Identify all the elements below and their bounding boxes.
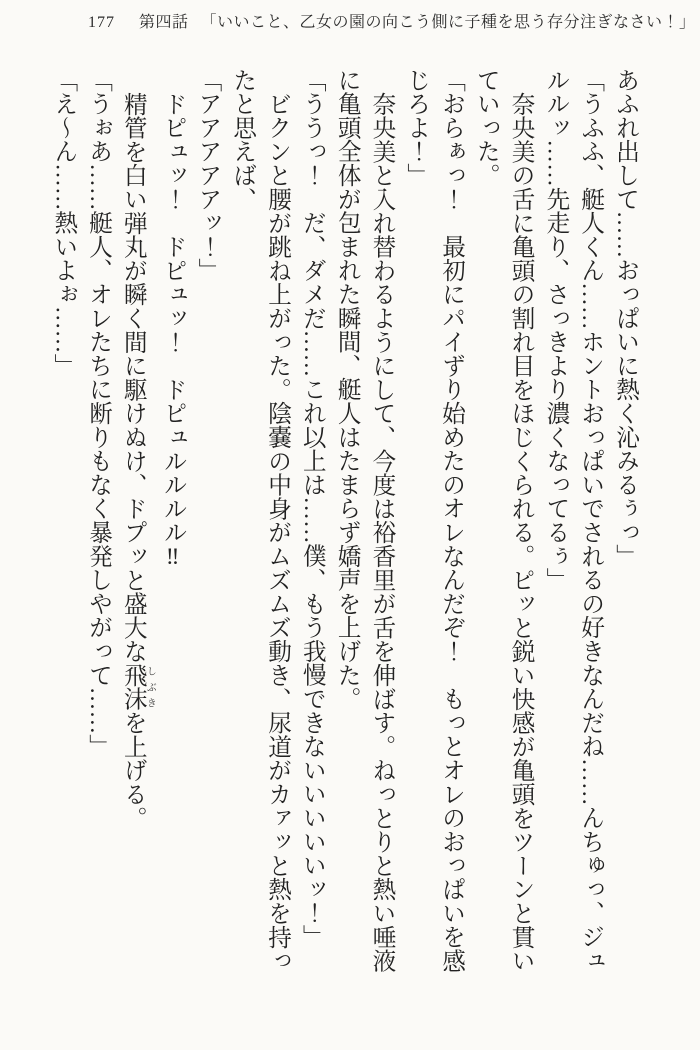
paragraph-2: 「うふふ、艇人くん……ホントおっぱいでされるの好きなんだね……んちゅっ、ジュルルッ……先走り、さっきより濃くなってるぅ」 (542, 68, 604, 973)
paragraph-8: 「アアアアアッ！」 (194, 68, 221, 283)
paragraph-1: あふれ出して……おっぱいに熱く沁みるぅっ」 (612, 68, 638, 568)
chapter-label: 第四話 (139, 14, 189, 31)
furigana-word (119, 663, 156, 711)
paragraph-4: 「おらぁっ！ 最初にパイずり始めたのオレなんだぞ！ もっとオレのおっぱいを感じろよ！」 (403, 68, 465, 973)
paragraph-12: 「え〜ん……熱いよぉ……」 (50, 68, 77, 378)
paragraph-6: 「ううっ！ だ、ダメだ……これ以上は……僕、もう我慢できないいいいいッ！」 (298, 68, 325, 949)
novel-body-text (45, 68, 642, 974)
chapter-title: 「いいこと、乙女の園の向こう側に子種を思う存分注ぎなさい！」 (200, 14, 696, 31)
paragraph-3: 奈央美の舌に亀頭の割れ目をほじくられる。ピッと鋭い快感が亀頭をツーンと貫いていった。 (472, 68, 534, 973)
paragraph-5: 奈央美と入れ替わるようにして、今度は裕香里が舌を伸ばす。ねっとりと熱い唾液に亀頭全体が包まれた瞬間、艇人はたまらず嬌声を上げた。 (333, 68, 395, 973)
paragraph-11: 「うぉあ……艇人、オレたちに断りもなく暴発しやがって……」 (85, 68, 112, 759)
paragraph-7: ビクンと腰が跳ね上がった。陰嚢の中身がムズムズ動き、尿道がカァッと熱を持ったと思えば、 (229, 68, 291, 973)
paragraph-10 (115, 68, 155, 974)
furigana-reading: しぶき (144, 663, 156, 711)
paragraph-9: ドピュッ！ ドピュッ！ ドピュルルルル‼ (159, 92, 186, 571)
paragraph-10-tail: を上げる。 (119, 710, 146, 830)
paragraph-10-lead: 精管を白い弾丸が瞬く間に駆けぬけ、ドプッと盛大な (119, 92, 146, 664)
page-header (88, 9, 696, 32)
page-number: 177 (88, 14, 115, 31)
furigana-base: 飛沫 (119, 663, 146, 711)
